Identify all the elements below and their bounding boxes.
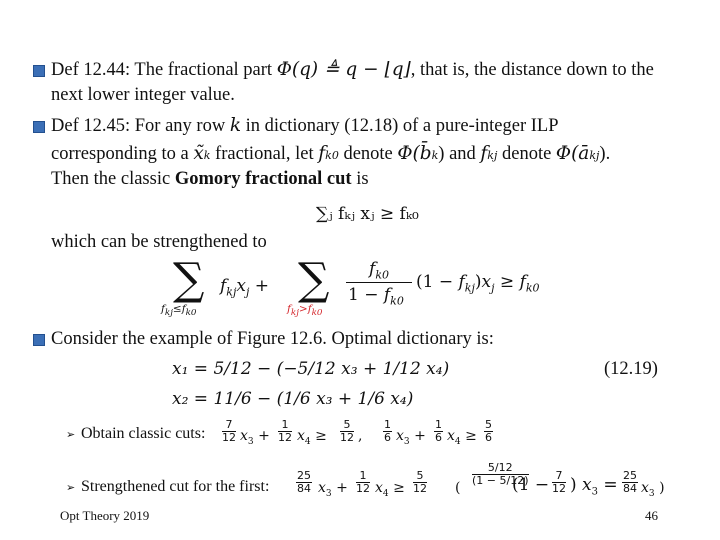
cut2-part2: $x_4$ ≥ <box>447 428 477 447</box>
frac-denominator: $1 - f_{k0}$ <box>348 285 404 308</box>
arrow-bullet-icon: ➢ <box>66 481 76 494</box>
frac-25-84: 25 84 <box>297 469 311 495</box>
sum1-term: $f_{kj}x_j$ + <box>220 276 270 299</box>
sum-sign-2: ∑ <box>298 254 330 305</box>
nested-fraction: 5/12 (1 − 5/12) <box>472 461 529 487</box>
dictionary-row-1: x₁ = 5/12 − (−5/12 x₃ + 1/12 x₄) <box>172 359 450 379</box>
frac-1-6b: 1 6 <box>435 418 442 444</box>
frac-1-12: 1 12 <box>278 418 292 444</box>
scut-part: $x_3$ + <box>318 480 348 499</box>
bullet-icon <box>33 334 45 346</box>
scut-end: $x_3$ ) <box>641 480 665 499</box>
frac-7-12: 7 12 <box>222 418 236 444</box>
frac-numerator: $f_{k0}$ <box>369 259 389 282</box>
fraction-bar <box>346 282 412 283</box>
gomory-cut-formula: ∑ⱼ fₖⱼ xⱼ ≥ fₖ₀ <box>316 204 419 224</box>
strengthened-intro: which can be strengthened to <box>51 232 267 252</box>
frac-5-12b: 5 12 <box>413 469 427 495</box>
sum1-index: $f_{kj}\le f_{k0}$ <box>161 303 197 319</box>
cut1-part2: $x_4$ ≥ <box>297 428 327 447</box>
example-intro: Consider the example of Figure 12.6. Optimal dictionary is: <box>51 329 494 349</box>
bullet-icon <box>33 121 45 133</box>
scut-tail: ) $x_3$ = <box>570 475 618 498</box>
footer-course: Opt Theory 2019 <box>60 508 150 523</box>
frac-1-6a: 1 6 <box>384 418 391 444</box>
def-12-44-line2: next lower integer value. <box>51 85 235 105</box>
comma: , <box>358 428 363 444</box>
cut2-part: $x_3$ + <box>396 428 426 447</box>
arrow-bullet-icon: ➢ <box>66 428 76 441</box>
frac-7-12b: 7 12 <box>552 469 566 495</box>
frac-5-12: 5 12 <box>340 418 354 444</box>
page-number: 46 <box>645 508 658 523</box>
sum-sign-1: ∑ <box>173 254 205 305</box>
frac-1-12b: 1 12 <box>356 469 370 495</box>
scut-part2: $x_4$ ≥ <box>375 480 405 499</box>
cut1-part: $x_3$ + <box>240 428 270 447</box>
sum2-index: $f_{kj}>f_{k0}$ <box>287 303 323 319</box>
classic-cuts-label: Obtain classic cuts: <box>81 425 206 442</box>
def-12-45-line1: Def 12.45: For any row k in dictionary (12.18) of a pure-integer ILP <box>51 115 559 136</box>
strengthened-label: Strengthened cut for the first: <box>81 478 270 495</box>
sum2-term: $(1 - f_{kj})x_j \ge f_{k0}$ <box>416 272 540 295</box>
scut-paren: (1 − <box>512 475 550 495</box>
def-12-45-line3: Then the classic Gomory fractional cut is <box>51 169 369 189</box>
dictionary-row-2: x₂ = 11/6 − (1/6 x₃ + 1/6 x₄) <box>172 389 414 409</box>
frac-5-6: 5 6 <box>485 418 492 444</box>
bullet-icon <box>33 65 45 77</box>
open-paren: ( <box>455 480 461 496</box>
def-12-44-line1: Def 12.44: The fractional part Φ(q) ≜ q − ⌊q⌋, that is, the distance down to the <box>51 59 654 80</box>
equation-label: (12.19) <box>604 359 658 379</box>
frac-25-84b: 25 84 <box>623 469 637 495</box>
def-12-45-line2: corresponding to a x̃k fractional, let fk0 denote Φ(b̄k) and fkj denote Φ(ākj). <box>51 143 611 164</box>
